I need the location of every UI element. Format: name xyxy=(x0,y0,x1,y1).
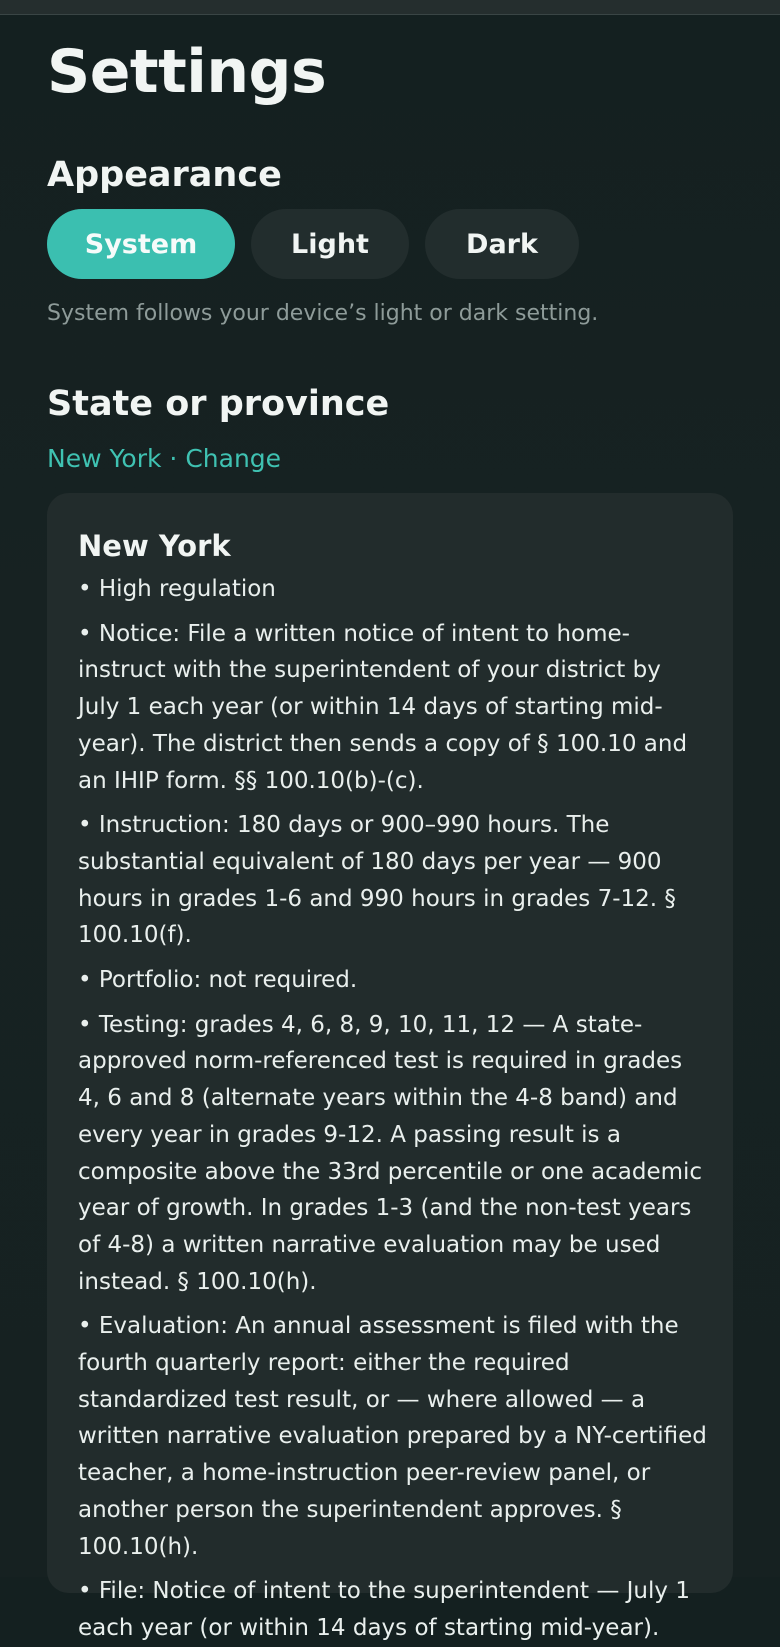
state-rules-card xyxy=(47,493,733,1641)
rules-list xyxy=(78,571,707,1647)
page-title: Settings xyxy=(47,37,327,107)
appearance-light-button[interactable]: Light xyxy=(251,209,409,279)
appearance-section-title: Appearance xyxy=(47,155,282,195)
rule-file: • File: Notice of intent to the superintendent — July 1 each year (or within 14 days of starting mid-year). xyxy=(78,1578,690,1641)
top-bar xyxy=(0,0,780,15)
rule-notice: • Notice: File a written notice of intent to home-instruct with the superintendent of your district by July 1 each year (or within 14 days of starting mid-year). The district then sends a copy of § 100.10 and an IHIP form. §§ 100.10(b)-(c). xyxy=(78,620,688,794)
state-selector xyxy=(47,443,733,475)
appearance-hint: System follows your device’s light or dark setting. xyxy=(47,301,599,326)
rule-portfolio: • Portfolio: not required. xyxy=(78,967,358,994)
settings-page xyxy=(47,14,733,1641)
appearance-system-button[interactable]: System xyxy=(47,209,235,279)
rule-evaluation: • Evaluation: An annual assessment is filed with the fourth quarterly report: either the required standardized test result, or — where allowed — a written narrative evaluation prepared by a NY-certified teacher, a home-instruction peer-review panel, or another person the superintendent approves. § 100.10(h). xyxy=(78,1313,707,1560)
state-section-title: State or province xyxy=(47,384,390,424)
selected-state: New York xyxy=(47,444,162,473)
appearance-segmented-control xyxy=(47,209,733,279)
rule-instruction: • Instruction: 180 days or 900–990 hours. The substantial equivalent of 180 days per year — 900 hours in grades 1-6 and 990 hours in grades 7-12. § 100.10(f). xyxy=(78,812,676,949)
state-separator: · xyxy=(161,444,186,473)
card-title: New York xyxy=(78,529,231,563)
rule-testing: • Testing: grades 4, 6, 8, 9, 10, 11, 12 — A state-approved norm-referenced test is required in grades 4, 6 and 8 (alternate years within the 4-8 band) and every year in grades 9-12. A passing result is a composite above the 33rd percentile or one academic year of growth. In grades 1-3 (and the non-test years of 4-8) a written narrative evaluation may be used instead. § 100.10(h). xyxy=(78,1011,703,1295)
appearance-dark-button[interactable]: Dark xyxy=(425,209,579,279)
rule-regulation: • High regulation xyxy=(78,576,276,602)
change-state-link[interactable]: Change xyxy=(185,444,282,473)
